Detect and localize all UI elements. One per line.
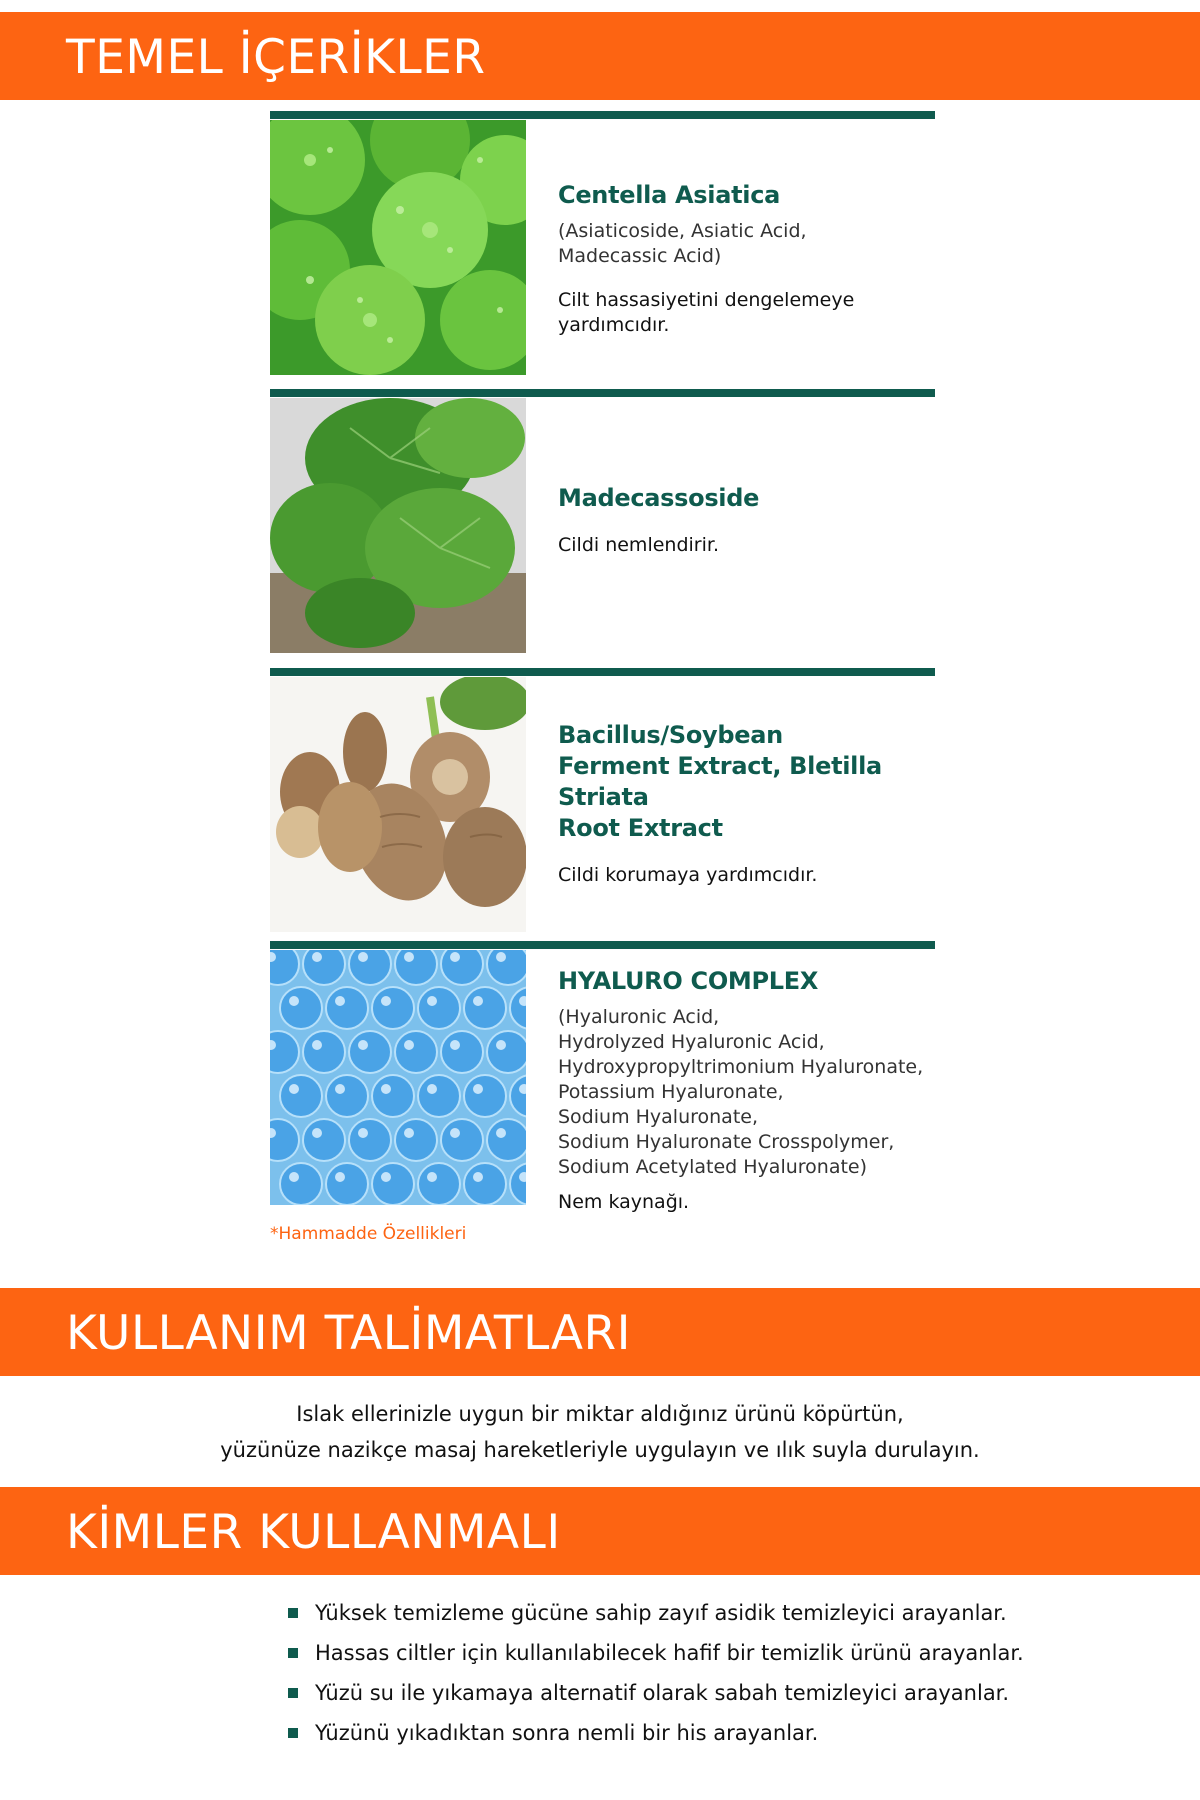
ingredient-description: Cildi nemlendirir. <box>558 534 719 556</box>
usage-line: Islak ellerinizle uygun bir miktar aldığınız ürünü köpürtün, <box>296 1402 904 1426</box>
ingredient-name: Centella Asiatica <box>558 181 781 209</box>
divider-bar <box>270 668 935 676</box>
component-line: Potassium Hyaluronate, <box>558 1081 784 1103</box>
divider-bar <box>270 389 935 397</box>
ingredient-text <box>558 966 923 1215</box>
component-line: Hydroxypropyltrimonium Hyaluronate, <box>558 1056 924 1078</box>
who-banner <box>0 1487 1200 1575</box>
ingredient-components <box>558 1005 923 1180</box>
list-item <box>288 1713 1024 1753</box>
who-title: KİMLER KULLANMALI <box>66 1505 561 1560</box>
bullet-square-icon <box>288 1608 298 1618</box>
list-item <box>288 1593 1024 1633</box>
list-item <box>288 1673 1024 1713</box>
ingredients-title: TEMEL İÇERİKLER <box>66 30 486 85</box>
divider-bar <box>270 941 935 949</box>
ingredient-text <box>558 720 935 888</box>
ingredient-name-line: Ferment Extract, Bletilla Striata <box>558 752 882 811</box>
component-line: (Hyaluronic Acid, <box>558 1006 720 1028</box>
ingredient-card <box>270 668 935 933</box>
bullet-square-icon <box>288 1688 298 1698</box>
who-list <box>288 1593 1024 1753</box>
ingredient-description: Cildi korumaya yardımcıdır. <box>558 864 818 886</box>
ingredient-card <box>270 111 935 376</box>
list-item-text: Yüzünü yıkadıktan sonra nemli bir his arayanlar. <box>315 1721 819 1745</box>
ingredient-description: Nem kaynağı. <box>558 1191 690 1213</box>
footnote: *Hammadde Özellikleri <box>270 1224 467 1244</box>
blue-water-beads-image <box>270 950 526 1205</box>
centella-leaves-image <box>270 120 526 375</box>
component-line: Madecassic Acid) <box>558 245 722 267</box>
list-item-text: Yüzü su ile yıkamaya alternatif olarak sabah temizleyici arayanlar. <box>315 1681 1010 1705</box>
list-item <box>288 1633 1024 1673</box>
usage-line: yüzünüze nazikçe masaj hareketleriyle uygulayın ve ılık suyla durulayın. <box>220 1438 980 1462</box>
usage-title: KULLANIM TALİMATLARI <box>66 1306 632 1361</box>
ingredient-name-line: Bacillus/Soybean <box>558 721 783 749</box>
list-item-text: Yüksek temizleme gücüne sahip zayıf asidik temizleyici arayanlar. <box>315 1601 1007 1625</box>
ingredient-name: HYALURO COMPLEX <box>558 967 819 995</box>
bullet-square-icon <box>288 1648 298 1658</box>
component-line: (Asiaticoside, Asiatic Acid, <box>558 220 807 242</box>
ingredient-description: Cilt hassasiyetini dengelemeye yardımcıdır. <box>558 289 855 336</box>
component-line: Sodium Acetylated Hyaluronate) <box>558 1156 868 1178</box>
component-line: Sodium Hyaluronate, <box>558 1106 758 1128</box>
ingredient-text <box>558 483 759 558</box>
list-item-text: Hassas ciltler için kullanılabilecek hafif bir temizlik ürünü arayanlar. <box>315 1641 1024 1665</box>
usage-banner <box>0 1288 1200 1376</box>
usage-instructions <box>0 1396 1200 1468</box>
ingredient-card <box>270 941 935 1213</box>
ingredient-card <box>270 389 935 654</box>
ingredient-text <box>558 180 935 338</box>
ingredient-name <box>558 720 935 844</box>
divider-bar <box>270 111 935 119</box>
component-line: Sodium Hyaluronate Crosspolymer, <box>558 1131 895 1153</box>
ingredient-components <box>558 219 935 269</box>
ingredient-name-line: Root Extract <box>558 814 723 842</box>
component-line: Hydrolyzed Hyaluronic Acid, <box>558 1031 825 1053</box>
root-tubers-image <box>270 677 526 932</box>
ingredients-banner <box>0 12 1200 100</box>
madecassoside-leaves-image <box>270 398 526 653</box>
bullet-square-icon <box>288 1728 298 1738</box>
ingredient-name: Madecassoside <box>558 484 760 512</box>
